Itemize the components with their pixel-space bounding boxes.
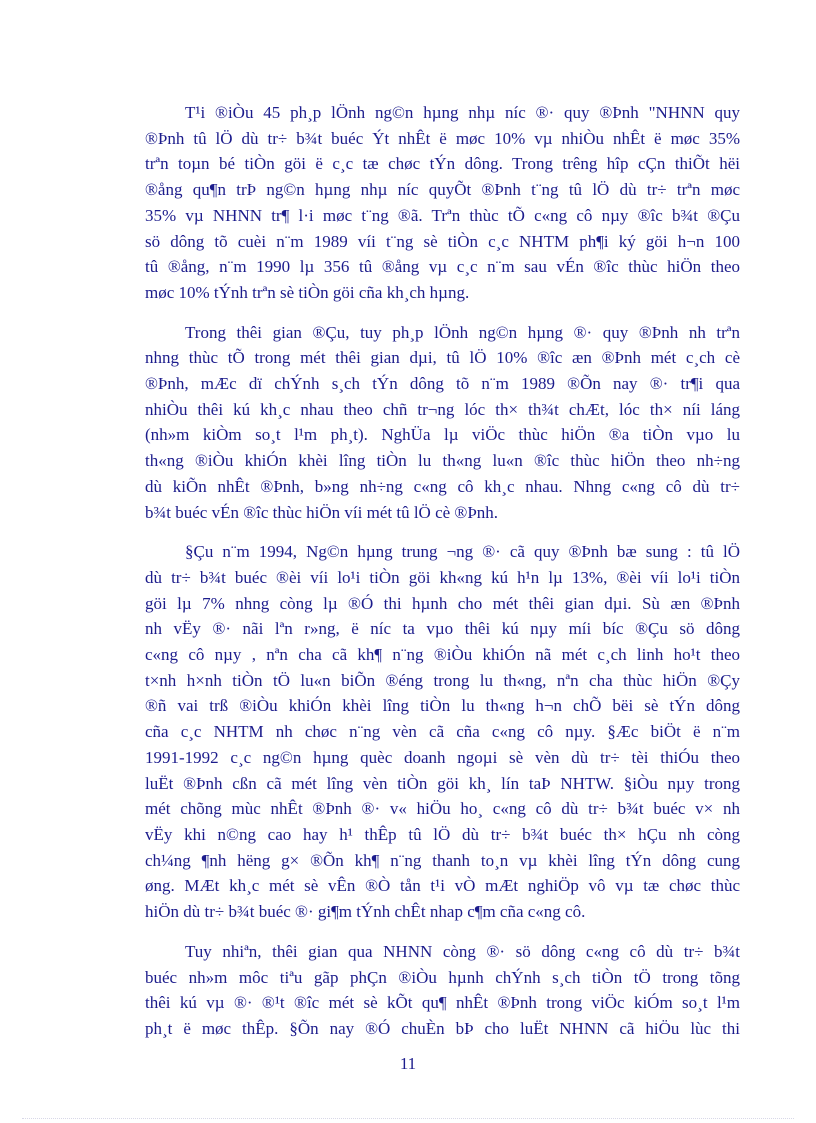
- page-number: 11: [399, 1054, 417, 1073]
- document-body: [145, 100, 740, 1056]
- text-line: ®Þnh tû lÖ dù tr÷ b¾t buéc Ýt nhÊt ë møc 10% vµ nhiÒu nhÊt ë møc 35%: [145, 128, 740, 148]
- text-line: sö dông tõ cuèi n¨m 1989 víi t¨ng sè tiÒn c¸c NHTM ph¶i ký göi h¬n 100: [145, 231, 740, 251]
- text-line: dù tr÷ b¾t buéc ®èi víi lo¹i tiÒn göi kh«ng kú h¹n lµ 13%, ®èi víi lo¹i tiÒn: [145, 567, 740, 587]
- text-line: hiÖn dù tr÷ b¾t buéc ®· gi¶m tÝnh chÊt nhap c¶m cña c«ng cô.: [145, 902, 586, 922]
- footer-divider: [22, 1118, 794, 1119]
- text-line: Tuy nhiªn, thêi gian qua NHNN còng ®· sö dông c«ng cô dù tr÷ b¾t: [185, 941, 740, 961]
- text-line: c«ng cô nµy , nªn cha cã kh¶ n¨ng ®iÒu khiÓn nã mét c¸ch linh ho¹t theo: [145, 645, 740, 665]
- text-line: møc 10% tÝnh trªn sè tiÒn göi cña kh¸ch hµng.: [145, 282, 470, 302]
- text-line: ®ång qu¶n trÞ ng©n hµng nhµ níc quyÕt ®Þnh t¨ng tû lÖ dù tr÷ trªn møc: [145, 180, 740, 200]
- text-line: nhng thùc tÕ trong mét thêi gian dµi, tû lÖ 10% ®îc æn ®Þnh mét c¸ch cè: [145, 348, 740, 368]
- text-line: T¹i ®iÒu 45 ph¸p lÖnh ng©n hµng nhµ níc ®· quy ®Þnh "NHNN quy: [185, 103, 740, 122]
- text-line: ®Þnh, mÆc dï chÝnh s¸ch tÝn dông tõ n¨m 1989 ®Õn nay ®· tr¶i qua: [145, 374, 740, 394]
- text-line: Trong thêi gian ®Çu, tuy ph¸p lÖnh ng©n hµng ®· quy ®Þnh nh trªn: [185, 322, 740, 342]
- text-line: 1991-1992 c¸c ng©n hµng quèc doanh ngoµi sè vèn dù tr÷ tèi thiÓu theo: [145, 747, 740, 767]
- text-line: øng. MÆt kh¸c mét sè vÊn ®Ò tån t¹i vÒ mÆt nghiÖp vô vµ tæ chøc thùc: [145, 876, 740, 896]
- text-line: cña c¸c NHTM nh chøc n¨ng vèn cã cña c«ng cô nµy. §Æc biÖt ë n¨m: [145, 722, 740, 742]
- text-line: ®ñ vai trß ®iÒu khiÓn khèi lîng tiÒn lu th«ng h¬n chÕ bëi sè tÝn dông: [145, 696, 740, 716]
- text-line: ph¸t ë møc thÊp. §Õn nay ®Ó chuÈn bÞ cho luËt NHNN cã hiÖu lùc thi: [145, 1018, 740, 1038]
- text-line: tû ®ång, n¨m 1990 lµ 356 tû ®ång vµ c¸c n¨m sau vÉn ®îc thùc hiÖn theo: [145, 257, 740, 277]
- text-line: luËt ®Þnh cßn cã mét lîng vèn tiÒn göi kh¸ lín taÞ NHTW. §iÒu nµy trong: [145, 773, 740, 793]
- paragraph-4: [145, 939, 740, 1042]
- text-line: göi lµ 7% nhng còng lµ ®Ó thi hµnh cho mét thêi gian dµi. Sù æn ®Þnh: [145, 593, 740, 613]
- text-line: ch¼ng ¶nh hëng g× ®Õn kh¶ n¨ng thanh to¸n vµ khèi lîng tÝn dông cung: [145, 850, 740, 870]
- text-line: nhiÒu thêi kú kh¸c nhau theo chñ tr¬ng lóc th× th¾t chÆt, lóc th× níi láng: [145, 399, 740, 419]
- text-line: §Çu n¨m 1994, Ng©n hµng trung ¬ng ®· cã quy ®Þnh bæ sung : tû lÖ: [185, 542, 740, 562]
- paragraph-1: [145, 100, 740, 306]
- paragraph-3: [145, 539, 740, 925]
- text-line: 35% vµ NHNN tr¶ l·i møc t¨ng ®ã. Trªn thùc tÕ c«ng cô nµy ®îc b¾t ®Çu: [145, 205, 740, 225]
- text-line: nh vËy ®· nãi lªn r»ng, ë níc ta vµo thêi kú nµy míi bíc ®Çu sö dông: [145, 619, 740, 639]
- text-line: vËy khi n©ng cao hay h¹ thÊp tû lÖ dù tr÷ b¾t buéc th× hÇu nh còng: [145, 824, 740, 844]
- text-line: b¾t buéc vÉn ®îc thùc hiÖn víi mét tû lÖ cè ®Þnh.: [145, 502, 499, 522]
- text-line: (nh»m kiÒm so¸t l¹m ph¸t). NghÜa lµ viÖc thùc hiÖn ®a tiÒn vµo lu: [145, 425, 740, 445]
- paragraph-2: [145, 320, 740, 526]
- text-line: dù kiÕn nhÊt ®Þnh, b»ng nh÷ng c«ng cô kh¸c nhau. Nhng c«ng cô dù tr÷: [145, 476, 740, 496]
- text-line: trªn toµn bé tiÒn göi ë c¸c tæ chøc tÝn dông. Trong trêng hîp cÇn thiÕt hëi: [145, 154, 740, 174]
- text-line: mét chõng mùc nhÊt ®Þnh ®· v« hiÖu ho¸ c«ng cô dù tr÷ b¾t buéc v× nh: [145, 799, 740, 819]
- text-line: th«ng ®iÒu khiÓn khèi lîng tiÒn lu th«ng lu«n ®îc thùc hiÖn theo nh÷ng: [145, 451, 740, 471]
- text-line: thêi kú vµ ®· ®¹t ®îc mét sè kÕt qu¶ nhÊt ®Þnh trong viÖc kiÓm so¸t l¹m: [145, 993, 740, 1013]
- text-line: t×nh h×nh tiÒn tÖ lu«n biÕn ®éng trong lu th«ng, nªn cha thùc hiÖn ®Çy: [145, 670, 740, 690]
- text-line: buéc nh»m môc tiªu gãp phÇn ®iÒu hµnh chÝnh s¸ch tiÒn tÖ trong tõng: [145, 967, 740, 987]
